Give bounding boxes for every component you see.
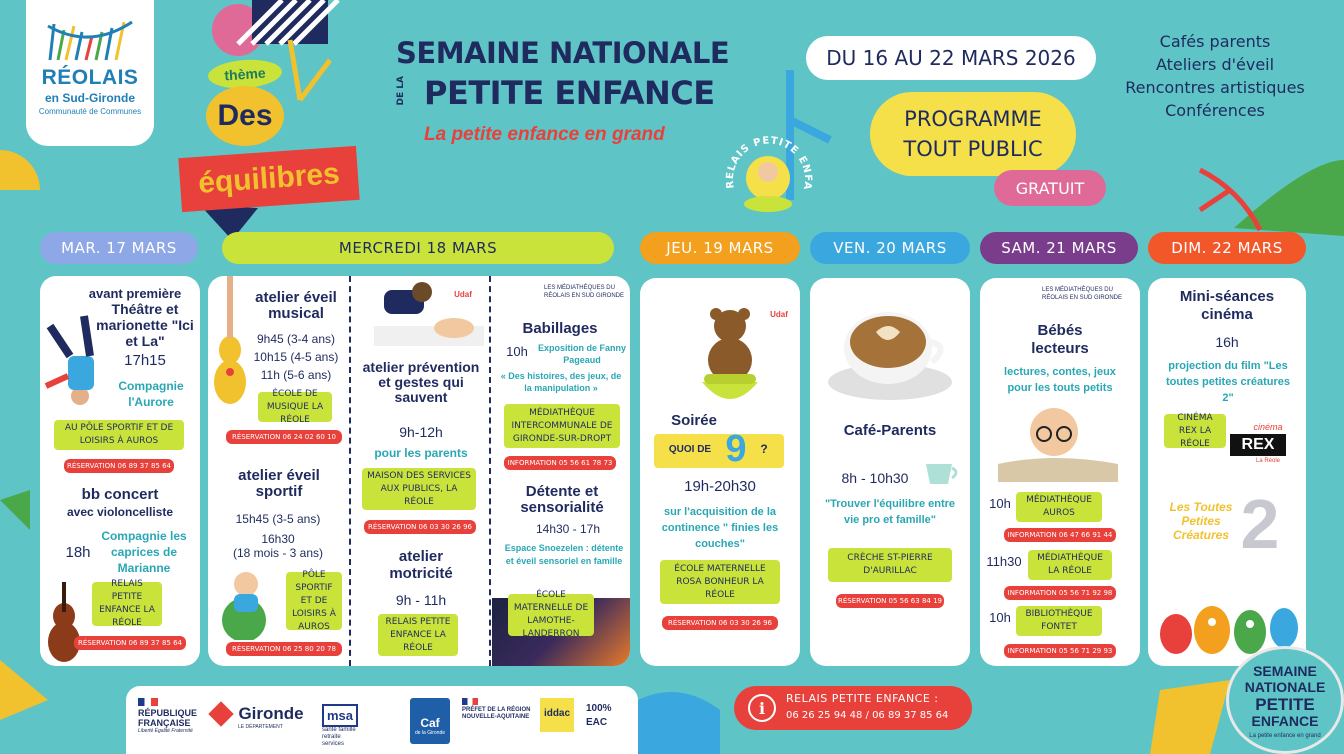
- wed-c2-title-2: atelier motricité: [389, 548, 453, 582]
- reolais-logo: [26, 0, 154, 146]
- wed-c3-quote-1: « Des histoires, des jeux, de la manipulation »: [500, 371, 622, 393]
- baby-reading-icon: [994, 402, 1124, 486]
- udaf-logo: Udaf: [770, 310, 788, 319]
- wed-c3-place-1: MÉDIATHÈQUE INTERCOMMUNALE DE GIRONDE-SUR-DROPT: [504, 404, 620, 448]
- sat-session-3-place: BIBLIOTHÈQUE FONTET: [1016, 606, 1102, 636]
- tue-event-1-time: 17h15: [124, 352, 166, 369]
- wed-c3-title-1: Babillages: [522, 320, 598, 337]
- wed-c3-desc-1: Exposition de Fanny Pageaud: [537, 343, 626, 365]
- gironde-logo: [212, 704, 312, 730]
- wed-c1-title-1: atelier éveil musical: [255, 289, 337, 322]
- tue-event-2-title: bb concert: [81, 486, 159, 503]
- republique-francaise-logo: [138, 698, 204, 734]
- fri-place: CRÈCHE ST-PIERRE D'AURILLAC: [828, 548, 952, 582]
- sunday-card: [1148, 278, 1306, 666]
- event-tagline: La petite enfance en grand: [424, 124, 665, 145]
- badge-line-2: NATIONALE: [1244, 679, 1326, 695]
- wed-c1-place-2: PÔLE SPORTIF ET DE LOISIRS À AUROS: [286, 572, 342, 630]
- udaf-logo: Udaf: [454, 290, 472, 299]
- wed-c1-time-3: 11h (5-6 ans): [260, 368, 332, 382]
- day-header-thursday: JEU. 19 MARS: [640, 232, 800, 264]
- sat-session-1-time: 10h: [989, 496, 1011, 511]
- day-header-tuesday: MAR. 17 MARS: [40, 232, 198, 264]
- day-header-friday: VEN. 20 MARS: [810, 232, 970, 264]
- quiz-question-mark: ?: [760, 442, 768, 456]
- friday-card: [810, 278, 970, 666]
- quoi-de-9-banner: [654, 428, 784, 470]
- sat-title: Bébés lecteurs: [1031, 322, 1089, 357]
- sat-session-2-information: INFORMATION 05 56 71 92 98: [1004, 586, 1116, 600]
- baby-on-ball-icon: [208, 564, 284, 640]
- gironde-text: Gironde: [238, 704, 304, 723]
- logo-subtitle-2: Communauté de Communes: [38, 107, 142, 116]
- wed-c2-place-1: MAISON DES SERVICES AUX PUBLICS, LA RÉOLE: [362, 468, 476, 510]
- wed-c3-information-1: INFORMATION 05 56 61 78 73: [504, 456, 616, 470]
- toutes-petites-creatures-poster: [1148, 484, 1306, 666]
- tue-event-2-time: 18h: [65, 544, 91, 561]
- eac-text: 100% EAC: [586, 703, 612, 728]
- wed-c2-time-1: 9h-12h: [399, 424, 443, 440]
- msa-subtitle: santé famille retraite services: [322, 727, 356, 747]
- tue-event-2-company: Compagnie les caprices de Marianne: [101, 529, 187, 575]
- badge-tagline: La petite enfance en grand: [1249, 733, 1321, 739]
- sat-session-1-information: INFORMATION 06 47 66 91 44: [1004, 528, 1116, 542]
- sat-session-2-time: 11h30: [986, 554, 1022, 569]
- gratuit-badge: GRATUIT: [994, 170, 1106, 206]
- divider: [489, 276, 491, 666]
- theme-label: thème: [207, 57, 283, 90]
- day-header-wednesday: MERCREDI 18 MARS: [222, 232, 614, 264]
- republique-francaise-text: RÉPUBLIQUE FRANÇAISE: [138, 708, 198, 728]
- caf-text: Caf: [420, 716, 440, 730]
- event-title-line-2: PETITE ENFANCE: [424, 74, 715, 112]
- relais-contact-banner: [734, 686, 972, 730]
- sun-title: Mini-séances cinéma: [1179, 288, 1275, 323]
- sat-session-1-place: MÉDIATHÈQUE AUROS: [1016, 492, 1102, 522]
- msa-text: msa: [322, 704, 358, 727]
- wed-c1-reservation-2: RÉSERVATION 06 25 80 20 78: [226, 642, 342, 656]
- theme-word-2: équilibres: [178, 146, 359, 212]
- wed-c1-time-1: 9h45 (3-4 ans): [256, 332, 336, 346]
- quiz-number: 9: [725, 428, 747, 470]
- thursday-card: [640, 278, 800, 666]
- thu-place: ÉCOLE MATERNELLE ROSA BONHEUR LA RÉOLE: [660, 560, 780, 604]
- tuesday-card: [40, 276, 200, 666]
- wed-c2-audience-1: pour les parents: [374, 446, 468, 460]
- coffee-cup-icon: [826, 302, 954, 406]
- event-title-line-1: SEMAINE NATIONALE: [396, 36, 730, 70]
- sat-desc: lectures, contes, jeux pour les touts petits: [1004, 366, 1116, 394]
- theme-word-1: Des: [206, 86, 284, 146]
- first-aid-dummy-icon: [374, 276, 484, 346]
- sat-session-3-information: INFORMATION 05 56 71 29 93: [1004, 644, 1116, 658]
- relais-petite-enfance-badge: [722, 128, 814, 216]
- event-dates: DU 16 AU 22 MARS 2026: [806, 36, 1096, 80]
- wednesday-card: [208, 276, 630, 666]
- fri-reservation: RÉSERVATION 05 56 63 84 19: [836, 594, 944, 608]
- sat-mediatheque-logo: LES MÉDIATHÈQUES DU RÉOLAIS EN SUD GIRONDE: [1042, 287, 1123, 301]
- relais-contact-phones: 06 26 25 94 48 / 06 89 37 85 64: [786, 710, 949, 721]
- tue-event-1-title: Théâtre et marionette "Ici et La": [96, 301, 194, 349]
- programme-badge: [870, 92, 1076, 176]
- sun-place: CINÉMA REX LA RÉOLE: [1164, 414, 1226, 448]
- logo-name: RÉOLAIS: [41, 66, 139, 89]
- wed-c1-title-2: atelier éveil sportif: [238, 467, 320, 500]
- relais-contact-label: RELAIS PETITE ENFANCE :: [786, 692, 939, 705]
- caf-logo: [410, 698, 450, 744]
- day-header-saturday: SAM. 21 MARS: [980, 232, 1138, 264]
- wed-c2-place-2: RELAIS PETITE ENFANCE LA RÉOLE: [378, 614, 458, 656]
- wed-c1-reservation-1: RÉSERVATION 06 24 02 60 10: [226, 430, 342, 444]
- rex-cinema-word: cinéma: [1253, 422, 1283, 432]
- thu-title: Soirée: [671, 412, 717, 429]
- teddy-bear-potty-icon: [690, 306, 770, 416]
- wed-c2-title-1: atelier prévention et gestes qui sauvent: [362, 359, 480, 405]
- fri-title: Café-Parents: [843, 422, 937, 439]
- wed-c2-reservation-1: RÉSERVATION 06 03 30 26 96: [364, 520, 476, 534]
- wed-c1-time-2b: 16h30: [261, 532, 295, 546]
- thu-desc: sur l'acquisition de la continence " finies les couches": [661, 506, 779, 550]
- iddac-text: iddac: [543, 708, 571, 719]
- gironde-subtitle: LE DÉPARTEMENT: [238, 724, 283, 730]
- rex-sub: La Réole: [1255, 458, 1281, 464]
- msa-logo: [322, 704, 394, 748]
- wed-c3-title-2: Détente et sensorialité: [520, 483, 604, 516]
- logo-lines-icon: [44, 20, 136, 62]
- tue-event-1-pre: avant première: [88, 286, 182, 301]
- prefet-logo: [462, 698, 534, 721]
- tue-event-1-company: Compagnie l'Aurore: [118, 379, 184, 409]
- activity-item: Ateliers d'éveil: [1155, 55, 1275, 74]
- badge-line-3: PETITE: [1255, 695, 1315, 714]
- wed-c3-desc-2: Espace Snoezelen : détente et éveil sensoriel en famille: [504, 543, 624, 566]
- wed-c2-time-2: 9h - 11h: [395, 592, 447, 608]
- poster-title: Les Toutes Petites Créatures: [1169, 500, 1233, 542]
- wed-c3-time-2: 14h30 - 17h: [535, 522, 601, 536]
- programme-line-1: PROGRAMME: [904, 107, 1042, 131]
- sun-desc: projection du film "Les toutes petites créatures 2": [1165, 360, 1291, 404]
- tue-event-1-place: AU PÔLE SPORTIF ET DE LOISIRS À AUROS: [54, 420, 184, 450]
- wed-c3-place-2: ÉCOLE MATERNELLE DE LAMOTHE-LANDERRON: [508, 594, 594, 636]
- programme-line-2: TOUT PUBLIC: [903, 137, 1043, 161]
- quiz-prefix: QUOI DE: [668, 444, 712, 455]
- saturday-card: [980, 278, 1140, 666]
- sat-session-2-place: MÉDIATHÈQUE LA RÉOLE: [1028, 550, 1112, 580]
- iddac-logo: [540, 698, 574, 732]
- eac-logo: [586, 702, 626, 730]
- fri-time: 8h - 10h30: [841, 470, 909, 486]
- thu-time: 19h-20h30: [684, 478, 756, 495]
- prefet-text: PRÉFET DE LA RÉGION NOUVELLE-AQUITAINE: [462, 707, 531, 720]
- wed-c3-time-1: 10h: [506, 344, 528, 359]
- rex-word: REX: [1230, 434, 1286, 456]
- wed-c1-time-2c: (18 mois - 3 ans): [232, 546, 324, 560]
- activity-item: Rencontres artistiques: [1125, 78, 1305, 97]
- badge-line-1: SEMAINE: [1253, 663, 1317, 679]
- caf-subtitle: de la Gironde: [414, 730, 446, 736]
- event-title-dela: DE LA: [396, 76, 406, 106]
- wed-c1-time-2a: 15h45 (3-5 ans): [235, 512, 321, 526]
- republique-francaise-motto: Liberté Égalité Fraternité: [138, 728, 193, 734]
- logo-subtitle: en Sud-Gironde: [45, 91, 135, 105]
- wed-c1-time-2: 10h15 (4-5 ans): [253, 350, 339, 364]
- wed-c3-mediatheque-logo: LES MÉDIATHÈQUES DU RÉOLAIS EN SUD GIRONDE: [544, 285, 625, 299]
- tue-event-2-reservation: RÉSERVATION 06 89 37 85 64: [74, 636, 186, 650]
- cello-icon: [40, 582, 86, 666]
- tue-event-2-place: RELAIS PETITE ENFANCE LA RÉOLE: [92, 582, 162, 626]
- day-header-sunday: DIM. 22 MARS: [1148, 232, 1306, 264]
- poster-number: 2: [1240, 485, 1280, 563]
- relais-badge-text: RELAIS PETITE ENFA: [724, 135, 814, 192]
- cinema-rex-logo: [1230, 422, 1286, 470]
- activities-list: [1110, 30, 1320, 122]
- badge-line-4: ENFANCE: [1251, 713, 1319, 729]
- gironde-icon: [208, 701, 233, 726]
- tue-event-1-reservation: RÉSERVATION 06 89 37 85 64: [64, 459, 174, 473]
- tue-event-2-subtitle: avec violoncelliste: [66, 505, 174, 519]
- sat-session-3-time: 10h: [989, 610, 1011, 625]
- sun-time: 16h: [1215, 334, 1239, 350]
- thu-reservation: RÉSERVATION 06 03 30 26 96: [662, 616, 778, 630]
- wed-c1-place-1: ÉCOLE DE MUSIQUE LA RÉOLE: [258, 392, 332, 422]
- activity-item: Conférences: [1165, 101, 1265, 120]
- activity-item: Cafés parents: [1159, 32, 1271, 51]
- semaine-nationale-badge: [1226, 646, 1344, 754]
- info-icon: i: [748, 694, 776, 722]
- fri-desc: "Trouver l'équilibre entre vie pro et famille": [824, 498, 956, 526]
- sponsors-bar: [126, 686, 638, 754]
